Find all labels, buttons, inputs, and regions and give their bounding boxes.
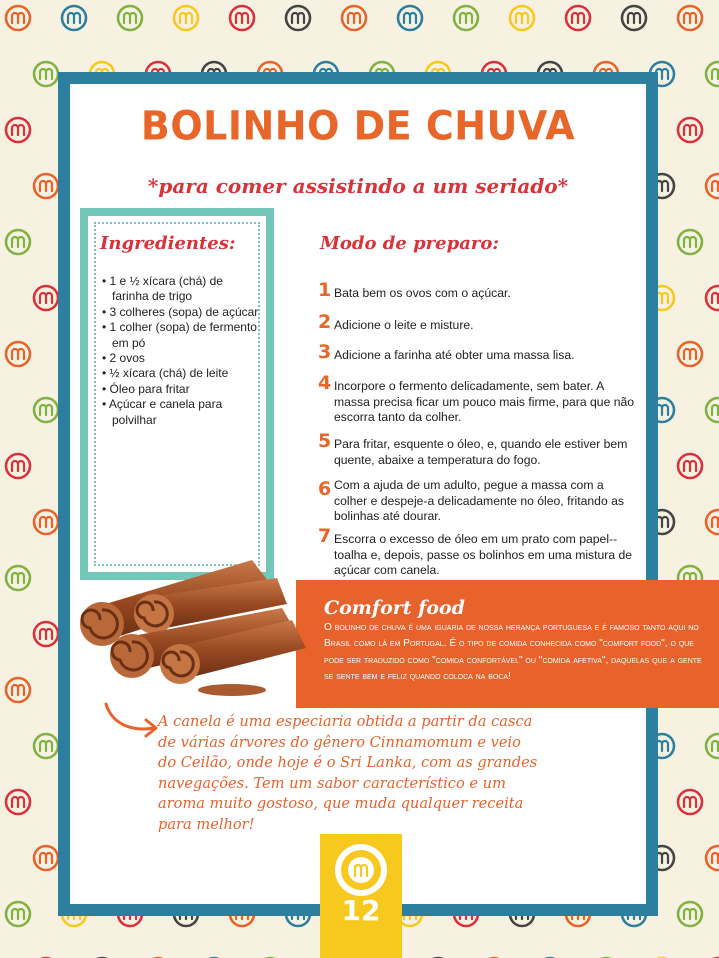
step-number: 4 bbox=[318, 372, 332, 394]
logo-icon bbox=[34, 510, 58, 534]
logo-icon bbox=[6, 678, 30, 702]
step-number: 7 bbox=[318, 525, 332, 547]
logo-icon bbox=[706, 734, 719, 758]
logo-icon bbox=[678, 902, 702, 926]
recipe-subtitle: *para comer assistindo a um seriado* bbox=[147, 174, 569, 198]
step-2 bbox=[318, 311, 638, 334]
step-3 bbox=[318, 341, 638, 364]
logo-icon bbox=[6, 118, 30, 142]
comfort-food-heading: Comfort food bbox=[324, 597, 465, 619]
ingredient-item: • 1 colher (sopa) de fermento em pó bbox=[102, 320, 262, 351]
cinnamon-sticks-illustration bbox=[62, 538, 312, 708]
ingredient-item: • 1 e ½ xícara (chá) de farinha de trigo bbox=[102, 274, 262, 305]
ingredient-item: • Açúcar e canela para polvilhar bbox=[102, 397, 262, 428]
brand-seal-icon bbox=[333, 842, 389, 898]
logo-icon bbox=[6, 6, 30, 30]
step-text: Escorra o excesso de óleo em um prato com papel--toalha e, depois, passe os bolinhos em uma mistura de açúcar com canela. bbox=[334, 532, 633, 577]
ingredients-list bbox=[102, 274, 262, 428]
logo-icon bbox=[34, 174, 58, 198]
logo-icon bbox=[6, 902, 30, 926]
ingredient-item: • 3 colheres (sopa) de açúcar bbox=[102, 305, 262, 320]
step-5 bbox=[318, 430, 638, 468]
cinnamon-note: A canela é uma especiaria obtida a partir da casca de várias árvores do gênero Cinnamomum e veio do Ceilão, onde hoje é o Sri Lanka, com as grandes navegações. Tem um sabor característico e um aroma muito gostoso, que muda qualquer receita para melhor! bbox=[158, 713, 538, 833]
logo-icon bbox=[6, 566, 30, 590]
logo-icon bbox=[706, 846, 719, 870]
step-4 bbox=[318, 372, 638, 426]
ingredient-item: • 2 ovos bbox=[102, 351, 262, 366]
logo-icon bbox=[566, 6, 590, 30]
step-number: 3 bbox=[318, 341, 332, 363]
logo-icon bbox=[678, 454, 702, 478]
step-1 bbox=[318, 279, 638, 302]
logo-icon bbox=[678, 118, 702, 142]
logo-icon bbox=[678, 6, 702, 30]
logo-icon bbox=[34, 286, 58, 310]
step-number: 1 bbox=[318, 279, 332, 301]
step-text: Adicione a farinha até obter uma massa lisa. bbox=[334, 348, 575, 362]
preparation-heading: Modo de preparo: bbox=[320, 233, 499, 254]
logo-icon bbox=[6, 230, 30, 254]
logo-icon bbox=[678, 342, 702, 366]
logo-icon bbox=[286, 6, 310, 30]
ingredient-item: • Óleo para fritar bbox=[102, 382, 262, 397]
logo-icon bbox=[118, 6, 142, 30]
logo-icon bbox=[706, 510, 719, 534]
step-number: 5 bbox=[318, 430, 332, 452]
logo-icon bbox=[342, 6, 366, 30]
logo-icon bbox=[706, 398, 719, 422]
logo-icon bbox=[34, 62, 58, 86]
logo-icon bbox=[678, 230, 702, 254]
ingredient-item: • ½ xícara (chá) de leite bbox=[102, 366, 262, 381]
recipe-title: BOLINHO DE CHUVA bbox=[140, 102, 576, 150]
step-number: 6 bbox=[318, 478, 332, 500]
page-number: 12 bbox=[341, 894, 381, 927]
logo-icon bbox=[706, 286, 719, 310]
logo-icon bbox=[230, 6, 254, 30]
cinnamon-powder bbox=[198, 684, 266, 696]
logo-icon bbox=[6, 790, 30, 814]
step-6 bbox=[318, 478, 638, 525]
comfort-food-text: O bolinho de chuva é uma iguaria de nossa herança portuguesa e é famoso tanto aqui no Brasil como lá em Portugal. É o tipo de comida conhecida como "comfort food", o que pode ser traduzido como "comida confortável" ou "comida afetiva", daquelas que a gente se sente bem e feliz quando coloca na boca! bbox=[324, 622, 702, 683]
logo-icon bbox=[34, 846, 58, 870]
logo-icon bbox=[454, 6, 478, 30]
step-text: Adicione o leite e misture. bbox=[334, 318, 474, 332]
step-text: Bata bem os ovos com o açúcar. bbox=[334, 286, 511, 300]
logo-icon bbox=[622, 6, 646, 30]
arrow-icon bbox=[102, 700, 162, 740]
logo-icon bbox=[706, 174, 719, 198]
logo-icon bbox=[34, 398, 58, 422]
logo-icon bbox=[34, 734, 58, 758]
ingredients-heading: Ingredientes: bbox=[100, 233, 236, 254]
logo-icon bbox=[510, 6, 534, 30]
logo-icon bbox=[678, 790, 702, 814]
step-text: Com a ajuda de um adulto, pegue a massa com a colher e despeje-a delicadamente no óleo, fritando as bolinhas até dourar. bbox=[334, 478, 624, 523]
step-text: Incorpore o fermento delicadamente, sem bater. A massa precisa ficar um pouco mais firme, para que não escorra tanto da colher. bbox=[334, 379, 635, 424]
logo-icon bbox=[62, 6, 86, 30]
logo-icon bbox=[6, 454, 30, 478]
step-7 bbox=[318, 525, 638, 579]
logo-icon bbox=[174, 6, 198, 30]
logo-icon bbox=[398, 6, 422, 30]
step-text: Para fritar, esquente o óleo, e, quando ele estiver bem quente, abaixe a temperatura do fogo. bbox=[334, 437, 628, 467]
logo-icon bbox=[6, 342, 30, 366]
logo-icon bbox=[706, 62, 719, 86]
step-number: 2 bbox=[318, 311, 332, 333]
logo-icon bbox=[34, 622, 58, 646]
